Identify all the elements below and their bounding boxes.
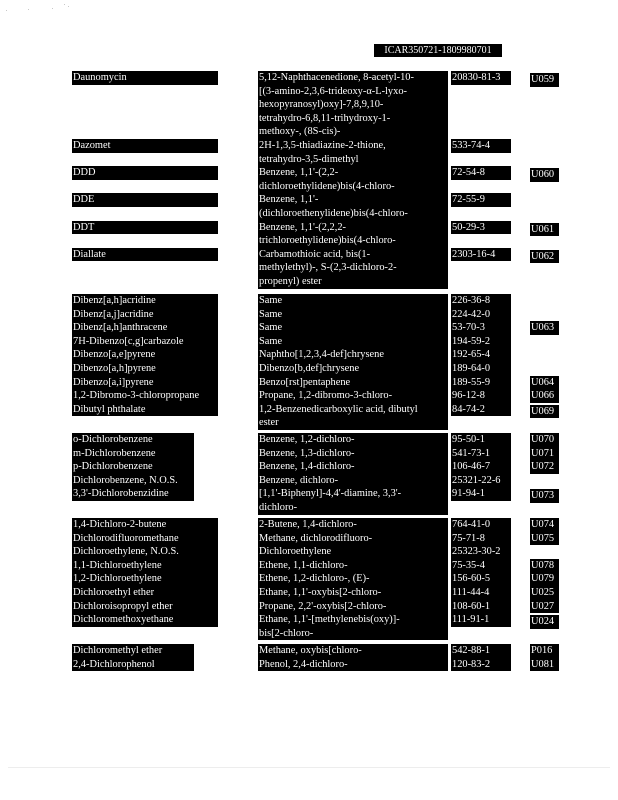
waste-code bbox=[530, 518, 559, 532]
chemical-name-line: Diallate bbox=[73, 248, 106, 260]
chemical-name bbox=[72, 166, 218, 180]
chemical-synonym-line: Dichloroethylene bbox=[259, 546, 332, 558]
chemical-synonym-line: Methane, oxybis[chloro- bbox=[259, 645, 362, 656]
chemical-synonym-line: dichloro- bbox=[259, 501, 298, 513]
cas-number bbox=[451, 389, 511, 403]
chemical-synonym bbox=[258, 348, 448, 362]
chemical-name-line: p-Dichlorobenzene bbox=[73, 461, 153, 473]
chemical-name-line: Dichloroisopropyl ether bbox=[73, 600, 173, 612]
chemical-synonym-line: Same bbox=[259, 295, 283, 306]
chemical-synonym bbox=[258, 532, 448, 546]
chemical-name-line: 3,3'-Dichlorobenzidine bbox=[73, 488, 169, 500]
chemical-name bbox=[72, 403, 218, 417]
chemical-synonym bbox=[258, 559, 448, 573]
cas-number bbox=[451, 474, 511, 488]
waste-code bbox=[530, 615, 559, 629]
cas-number bbox=[451, 460, 511, 474]
chemical-synonym bbox=[258, 644, 448, 658]
cas-number bbox=[451, 447, 511, 461]
chemical-name-line: Dichloroethylene, N.O.S. bbox=[73, 546, 179, 558]
waste-code-line: U063 bbox=[531, 322, 555, 334]
chemical-name-line: Dazomet bbox=[73, 140, 111, 151]
page-bottom-rule bbox=[8, 767, 610, 768]
chemical-synonym-line: Benzene, 1,1'- bbox=[259, 194, 319, 206]
chemical-synonym bbox=[258, 71, 448, 139]
scan-speck-marks bbox=[6, 4, 76, 14]
chemical-synonym bbox=[258, 518, 448, 532]
cas-number-line: 25323-30-2 bbox=[452, 546, 501, 558]
chemical-synonym-line: methylethyl)-, S-(2,3-dichloro-2- bbox=[259, 262, 397, 274]
chemical-synonym-line: trichloroethylidene)bis(4-chloro- bbox=[259, 235, 396, 247]
chemical-name-line: DDT bbox=[73, 221, 95, 233]
cas-number bbox=[451, 644, 511, 658]
chemical-name-line: Dichlorodifluoromethane bbox=[73, 532, 179, 544]
chemical-synonym-line: Phenol, 2,4-dichloro- bbox=[259, 658, 348, 670]
waste-code bbox=[530, 223, 559, 237]
cas-number-line: 192-65-4 bbox=[452, 349, 491, 361]
cas-number bbox=[451, 600, 511, 614]
chemical-name-line: o-Dichlorobenzene bbox=[73, 434, 153, 445]
waste-code bbox=[530, 321, 559, 335]
cas-number bbox=[451, 221, 511, 235]
waste-code-line: U071 bbox=[531, 447, 555, 459]
chemical-synonym-line: Benzene, 1,1'-(2,2- bbox=[259, 167, 339, 179]
waste-code bbox=[530, 489, 559, 503]
chemical-name bbox=[72, 376, 218, 390]
cas-number bbox=[451, 403, 511, 417]
waste-code bbox=[530, 600, 559, 614]
cas-number bbox=[451, 348, 511, 362]
chemical-synonym-line: tetrahydro-3,5-dimethyl bbox=[259, 153, 359, 165]
chemical-name bbox=[72, 658, 194, 672]
chemical-name-line: Dichloromethoxyethane bbox=[73, 614, 174, 626]
cas-number bbox=[451, 294, 511, 308]
chemical-name bbox=[72, 193, 218, 207]
chemical-name-line: Dibenzo[a,e]pyrene bbox=[73, 349, 156, 361]
cas-number bbox=[451, 321, 511, 335]
chemical-name bbox=[72, 460, 194, 474]
chemical-name-line: 2,4-Dichlorophenol bbox=[73, 658, 155, 670]
cas-number-line: 95-50-1 bbox=[452, 434, 485, 445]
cas-number bbox=[451, 308, 511, 322]
waste-code bbox=[530, 73, 559, 87]
cas-number-line: 111-44-4 bbox=[452, 587, 490, 598]
chemical-name bbox=[72, 545, 218, 559]
cas-number-line: 106-46-7 bbox=[452, 461, 491, 473]
waste-code-line: U027 bbox=[531, 600, 555, 612]
chemical-synonym-line: propenyl) ester bbox=[259, 275, 322, 287]
chemical-name bbox=[72, 487, 194, 501]
chemical-synonym bbox=[258, 474, 448, 488]
chemical-synonym-line: methoxy-, (8S-cis)- bbox=[259, 126, 341, 138]
chemical-name bbox=[72, 572, 218, 586]
chemical-name-line: 7H-Dibenzo[c,g]carbazole bbox=[73, 335, 184, 347]
waste-code bbox=[530, 168, 559, 182]
cas-number bbox=[451, 433, 511, 447]
cas-number bbox=[451, 193, 511, 207]
cas-number bbox=[451, 545, 511, 559]
cas-number-line: 91-94-1 bbox=[452, 488, 485, 500]
cas-number bbox=[451, 572, 511, 586]
chemical-synonym-line: 1,2-Benzenedicarboxylic acid, dibutyl bbox=[259, 403, 418, 415]
chemical-synonym-line: Benzene, 1,1'-(2,2,2- bbox=[259, 221, 346, 233]
chemical-name bbox=[72, 518, 218, 532]
chemical-synonym bbox=[258, 487, 448, 514]
waste-code-line: U073 bbox=[531, 490, 555, 502]
chemical-synonym-line: Same bbox=[259, 308, 283, 320]
chemical-synonym-line: bis[2-chloro- bbox=[259, 627, 314, 639]
waste-code-line: U069 bbox=[531, 405, 555, 417]
chemical-name bbox=[72, 586, 218, 600]
chemical-synonym bbox=[258, 376, 448, 390]
waste-code-line: U064 bbox=[531, 376, 555, 388]
chemical-name-line: Dibenz[a,h]anthracene bbox=[73, 322, 168, 334]
waste-code bbox=[530, 559, 559, 573]
chemical-name-line: Dibutyl phthalate bbox=[73, 403, 146, 415]
waste-code-line: U024 bbox=[531, 616, 555, 628]
chemical-name bbox=[72, 447, 194, 461]
chemical-name bbox=[72, 600, 218, 614]
chemical-synonym-line: Dibenzo[b,def]chrysene bbox=[259, 363, 360, 374]
cas-number bbox=[451, 487, 511, 501]
chemical-name-line: Dibenz[a,j]acridine bbox=[73, 308, 154, 320]
cas-number-line: 72-54-8 bbox=[452, 167, 485, 179]
cas-number bbox=[451, 518, 511, 532]
chemical-name-line: Daunomycin bbox=[73, 72, 127, 83]
chemical-synonym-line: Propane, 1,2-dibromo-3-chloro- bbox=[259, 390, 393, 402]
chemical-synonym-line: dichloroethylidene)bis(4-chloro- bbox=[259, 180, 395, 192]
cas-number-line: 541-73-1 bbox=[452, 447, 491, 459]
chemical-synonym-line: Benzene, 1,2-dichloro- bbox=[259, 434, 355, 445]
chemical-name bbox=[72, 321, 218, 335]
chemical-name bbox=[72, 221, 218, 235]
chemical-name bbox=[72, 248, 218, 262]
cas-number-line: 542-88-1 bbox=[452, 645, 491, 656]
chemical-synonym bbox=[258, 600, 448, 614]
chemical-name-line: DDD bbox=[73, 167, 96, 179]
chemical-name bbox=[72, 71, 218, 85]
chemical-synonym-line: Ethene, 1,1-dichloro- bbox=[259, 559, 348, 571]
waste-code bbox=[530, 433, 559, 447]
waste-code bbox=[530, 586, 559, 600]
chemical-synonym-line: Ethane, 1,1'-[methylenebis(oxy)]- bbox=[259, 614, 400, 626]
waste-code bbox=[530, 376, 559, 390]
chemical-name-line: 1,2-Dichloroethylene bbox=[73, 573, 162, 585]
cas-number bbox=[451, 248, 511, 262]
waste-code bbox=[530, 658, 559, 672]
chemical-synonym bbox=[258, 403, 448, 430]
chemical-synonym-line: Propane, 2,2'-oxybis[2-chloro- bbox=[259, 600, 387, 612]
chemical-name bbox=[72, 559, 218, 573]
chemical-synonym-line: Carbamothioic acid, bis(1- bbox=[259, 248, 371, 260]
chemical-synonym bbox=[258, 586, 448, 600]
chemical-name bbox=[72, 335, 218, 349]
cas-number bbox=[451, 613, 511, 627]
waste-code bbox=[530, 532, 559, 546]
document-id-stamp: ICAR350721-1809980701 bbox=[374, 44, 502, 57]
chemical-name bbox=[72, 348, 218, 362]
chemical-synonym-line: [(3-amino-2,3,6-trideoxy-α-L-lyxo- bbox=[259, 85, 407, 97]
chemical-synonym bbox=[258, 321, 448, 335]
waste-code-line: U062 bbox=[531, 250, 555, 262]
cas-number-line: 20830-81-3 bbox=[452, 72, 501, 83]
chemical-name-line: m-Dichlorobenzene bbox=[73, 447, 156, 459]
waste-code bbox=[530, 644, 559, 658]
waste-code bbox=[530, 250, 559, 264]
cas-number bbox=[451, 559, 511, 573]
chemical-synonym bbox=[258, 460, 448, 474]
chemical-synonym bbox=[258, 335, 448, 349]
cas-number-line: 226-36-8 bbox=[452, 295, 491, 306]
chemical-synonym-line: (dichloroethenylidene)bis(4-chloro- bbox=[259, 207, 408, 219]
cas-number bbox=[451, 586, 511, 600]
chemical-synonym-line: Benzo[rst]pentaphene bbox=[259, 376, 351, 388]
chemical-name bbox=[72, 532, 218, 546]
cas-number-line: 189-55-9 bbox=[452, 376, 491, 388]
cas-number-line: 75-35-4 bbox=[452, 559, 485, 571]
chemical-synonym-line: Naphtho[1,2,3,4-def]chrysene bbox=[259, 349, 384, 361]
chemical-synonym bbox=[258, 308, 448, 322]
cas-number bbox=[451, 71, 511, 85]
chemical-synonym bbox=[258, 166, 448, 193]
chemical-name-line: Dichloroethyl ether bbox=[73, 587, 155, 598]
waste-code-line: U079 bbox=[531, 573, 555, 585]
chemical-name bbox=[72, 644, 194, 658]
cas-number-line: 189-64-0 bbox=[452, 363, 491, 374]
cas-number-line: 72-55-9 bbox=[452, 194, 485, 206]
chemical-synonym bbox=[258, 572, 448, 586]
chemical-synonym bbox=[258, 433, 448, 447]
chemical-synonym-line: Same bbox=[259, 335, 283, 347]
cas-number-line: 224-42-0 bbox=[452, 308, 491, 320]
waste-code-line: U072 bbox=[531, 461, 555, 473]
chemical-synonym bbox=[258, 193, 448, 220]
chemical-synonym-line: Benzene, 1,3-dichloro- bbox=[259, 447, 355, 459]
waste-code bbox=[530, 572, 559, 586]
chemical-name bbox=[72, 613, 218, 627]
cas-number-line: 96-12-8 bbox=[452, 390, 485, 402]
cas-number-line: 75-71-8 bbox=[452, 532, 485, 544]
chemical-synonym-line: Ethane, 1,1'-oxybis[2-chloro- bbox=[259, 587, 382, 598]
cas-number bbox=[451, 658, 511, 672]
waste-code bbox=[530, 405, 559, 419]
cas-number-line: 25321-22-6 bbox=[452, 474, 501, 486]
chemical-synonym bbox=[258, 658, 448, 672]
chemical-synonym bbox=[258, 139, 448, 166]
chemical-synonym-line: 2-Butene, 1,4-dichloro- bbox=[259, 519, 357, 530]
waste-code-line: U059 bbox=[531, 74, 555, 85]
cas-number-line: 50-29-3 bbox=[452, 221, 485, 233]
cas-number bbox=[451, 362, 511, 376]
cas-number-line: 764-41-0 bbox=[452, 519, 491, 530]
chemical-synonym bbox=[258, 248, 448, 289]
chemical-synonym bbox=[258, 362, 448, 376]
waste-code-line: U078 bbox=[531, 559, 555, 571]
chemical-synonym bbox=[258, 389, 448, 403]
waste-code-line: U074 bbox=[531, 519, 555, 530]
cas-number-line: 53-70-3 bbox=[452, 322, 485, 334]
chemical-synonym-line: Ethene, 1,2-dichloro-, (E)- bbox=[259, 573, 370, 585]
chemical-synonym bbox=[258, 447, 448, 461]
chemical-synonym-line: Methane, dichlorodifluoro- bbox=[259, 532, 373, 544]
cas-number bbox=[451, 532, 511, 546]
chemical-synonym-line: [1,1'-Biphenyl]-4,4'-diamine, 3,3'- bbox=[259, 488, 402, 500]
waste-code bbox=[530, 447, 559, 461]
cas-number-line: 194-59-2 bbox=[452, 335, 491, 347]
chemical-synonym-line: Same bbox=[259, 322, 283, 334]
chemical-synonym-line: ester bbox=[259, 417, 279, 429]
chemical-name bbox=[72, 294, 218, 308]
waste-code-line: U081 bbox=[531, 658, 555, 670]
chemical-name-line: Dichloromethyl ether bbox=[73, 645, 163, 656]
chemical-name bbox=[72, 308, 218, 322]
chemical-synonym bbox=[258, 545, 448, 559]
chemical-synonym bbox=[258, 613, 448, 640]
chemical-name-line: Dibenzo[a,h]pyrene bbox=[73, 363, 156, 374]
waste-code bbox=[530, 460, 559, 474]
chemical-name-line: Dibenz[a,h]acridine bbox=[73, 295, 156, 306]
waste-code-line: U061 bbox=[531, 223, 555, 235]
waste-code-line: U066 bbox=[531, 390, 555, 402]
waste-code bbox=[530, 389, 559, 403]
chemical-name bbox=[72, 362, 218, 376]
cas-number-line: 533-74-4 bbox=[452, 140, 491, 151]
cas-number bbox=[451, 335, 511, 349]
chemical-synonym-line: Benzene, dichloro- bbox=[259, 474, 339, 486]
chemical-name-line: Dibenzo[a,i]pyrene bbox=[73, 376, 154, 388]
cas-number-line: 156-60-5 bbox=[452, 573, 491, 585]
chemical-name-line: DDE bbox=[73, 194, 95, 206]
chemical-name-line: 1,4-Dichloro-2-butene bbox=[73, 519, 167, 530]
cas-number-line: 111-91-1 bbox=[452, 614, 490, 626]
chemical-name-line: Dichlorobenzene, N.O.S. bbox=[73, 474, 178, 486]
chemical-synonym bbox=[258, 221, 448, 248]
cas-number-line: 108-60-1 bbox=[452, 600, 491, 612]
chemical-name bbox=[72, 139, 218, 153]
chemical-name-line: 1,1-Dichloroethylene bbox=[73, 559, 162, 571]
chemical-name bbox=[72, 433, 194, 447]
cas-number-line: 84-74-2 bbox=[452, 403, 485, 415]
chemical-name bbox=[72, 389, 218, 403]
chemical-synonym-line: tetrahydro-6,8,11-trihydroxy-1- bbox=[259, 112, 391, 124]
chemical-synonym-line: 2H-1,3,5-thiadiazine-2-thione, bbox=[259, 140, 386, 151]
chemical-synonym-line: hexopyranosyl)oxy]-7,8,9,10- bbox=[259, 99, 384, 111]
cas-number bbox=[451, 166, 511, 180]
cas-number bbox=[451, 139, 511, 153]
chemical-synonym bbox=[258, 294, 448, 308]
chemical-synonym-line: Benzene, 1,4-dichloro- bbox=[259, 461, 355, 473]
waste-code-line: U070 bbox=[531, 434, 555, 445]
waste-code-line: U060 bbox=[531, 169, 555, 181]
waste-code-line: U025 bbox=[531, 587, 555, 598]
cas-number-line: 2303-16-4 bbox=[452, 248, 496, 260]
chemical-name bbox=[72, 474, 194, 488]
waste-code-line: P016 bbox=[531, 645, 553, 656]
cas-number bbox=[451, 376, 511, 390]
waste-code-line: U075 bbox=[531, 532, 555, 544]
chemical-synonym-line: 5,12-Naphthacenedione, 8-acetyl-10- bbox=[259, 72, 414, 83]
cas-number-line: 120-83-2 bbox=[452, 658, 491, 670]
chemical-name-line: 1,2-Dibromo-3-chloropropane bbox=[73, 390, 200, 402]
